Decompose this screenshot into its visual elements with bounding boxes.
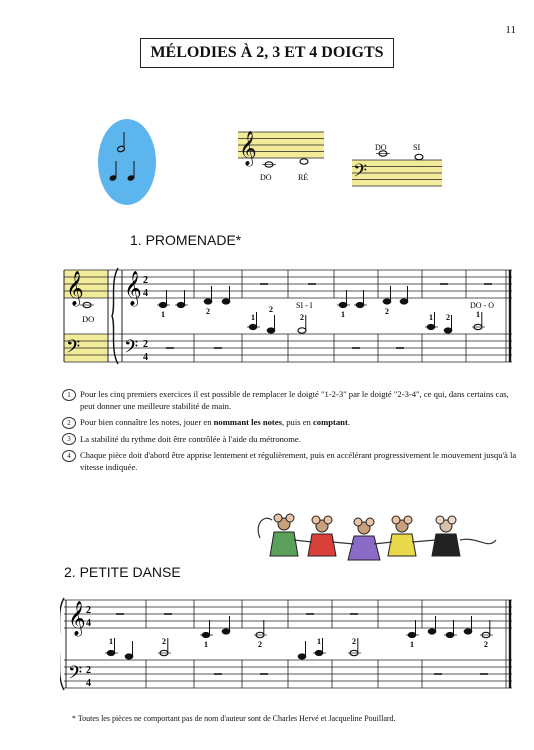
- svg-text:2: 2: [86, 665, 91, 676]
- reference-note-do: DO: [82, 314, 95, 324]
- svg-text:𝄢: 𝄢: [353, 160, 368, 185]
- d-finger-2b: 2: [258, 640, 262, 649]
- footnote: * Toutes les pièces ne comportant pas de nom d'auteur sont de Charles Hervé et Jacqueline Pouillard.: [72, 714, 396, 723]
- treble-hand-position: [234, 128, 326, 184]
- d-finger-2c: 2: [352, 637, 356, 646]
- time-sig-top-2: 2: [86, 605, 91, 616]
- finger-1c: 1: [341, 310, 345, 319]
- instruction-2: 2 Pour bien connaître les notes, jouer en nommant les notes, puis en comptant.: [62, 416, 517, 429]
- piece-2-title: 2. PETITE DANSE: [64, 564, 181, 580]
- finger-1d: 1: [429, 313, 433, 322]
- instructions: [62, 388, 517, 475]
- time-sig-top: 2: [143, 275, 148, 286]
- treble-note-do: DO: [260, 173, 272, 182]
- instruction-marker: 3: [62, 433, 76, 445]
- d-finger-2a: 2: [162, 637, 166, 646]
- d-finger-1b: 1: [204, 640, 208, 649]
- instruction-3: 3 La stabilité du rythme doit être contrôlée à l'aide du métronome.: [62, 433, 517, 446]
- page-title: MÉLODIES À 2, 3 ET 4 DOIGTS: [140, 38, 394, 68]
- time-sig-bottom-2: 4: [86, 618, 91, 629]
- bass-note-si: SI: [413, 143, 421, 152]
- time-sig-bottom: 4: [143, 288, 148, 299]
- finger-1b: 1: [251, 313, 255, 322]
- instruction-marker: 2: [62, 417, 76, 429]
- finger-2c: 2: [385, 307, 389, 316]
- instruction-4: 4 Chaque pièce doit d'abord être apprise lentement et régulièrement, puis en accélérant progressivement le mouvement jusqu'à la vitesse indiquée.: [62, 449, 517, 473]
- svg-text:𝄢: 𝄢: [68, 662, 83, 687]
- svg-text:𝄢: 𝄢: [66, 336, 81, 361]
- svg-text:𝄞: 𝄞: [124, 272, 142, 305]
- svg-text:𝄞: 𝄞: [66, 272, 84, 305]
- finger-1e: 1: [476, 310, 480, 319]
- d-finger-1d: 1: [410, 640, 414, 649]
- instruction-1: 1 Pour les cinq premiers exercices il est possible de remplacer le doigté "1-2-3" par le doigté "2-3-4", ce qui, dans certains cas, peut donner une meilleure stabilité de main.: [62, 388, 517, 412]
- promenade-score: [60, 262, 516, 374]
- svg-text:4: 4: [86, 678, 91, 689]
- svg-text:2: 2: [143, 339, 148, 350]
- svg-text:𝄢: 𝄢: [124, 336, 139, 361]
- piece-1-title: 1. PROMENADE*: [130, 232, 242, 248]
- svg-text:4: 4: [143, 352, 148, 363]
- finger-1a: 1: [161, 310, 165, 319]
- finger-2e: 2: [269, 305, 273, 314]
- instruction-marker: 4: [62, 450, 76, 462]
- dancing-mice-illustration: [252, 510, 502, 576]
- finger-2a: 2: [206, 307, 210, 316]
- bass-note-do: DO: [375, 143, 387, 152]
- svg-text:𝄞: 𝄞: [239, 132, 257, 165]
- treble-note-re: RÉ: [298, 173, 309, 182]
- instruction-marker: 1: [62, 389, 76, 401]
- d-finger-2d: 2: [484, 640, 488, 649]
- d-finger-1a: 1: [109, 637, 113, 646]
- finger-2b: 2: [300, 313, 304, 322]
- finger-2d: 2: [446, 313, 450, 322]
- annotation-si-i: SI - I: [296, 301, 313, 310]
- petite-danse-score: [60, 592, 516, 700]
- rhythm-oval: [96, 116, 160, 208]
- page-number: 11: [505, 24, 516, 36]
- d-finger-1c: 1: [317, 637, 321, 646]
- svg-text:𝄞: 𝄞: [68, 602, 86, 635]
- bass-hand-position: [350, 138, 444, 190]
- annotation-do-o: DO - O: [470, 301, 494, 310]
